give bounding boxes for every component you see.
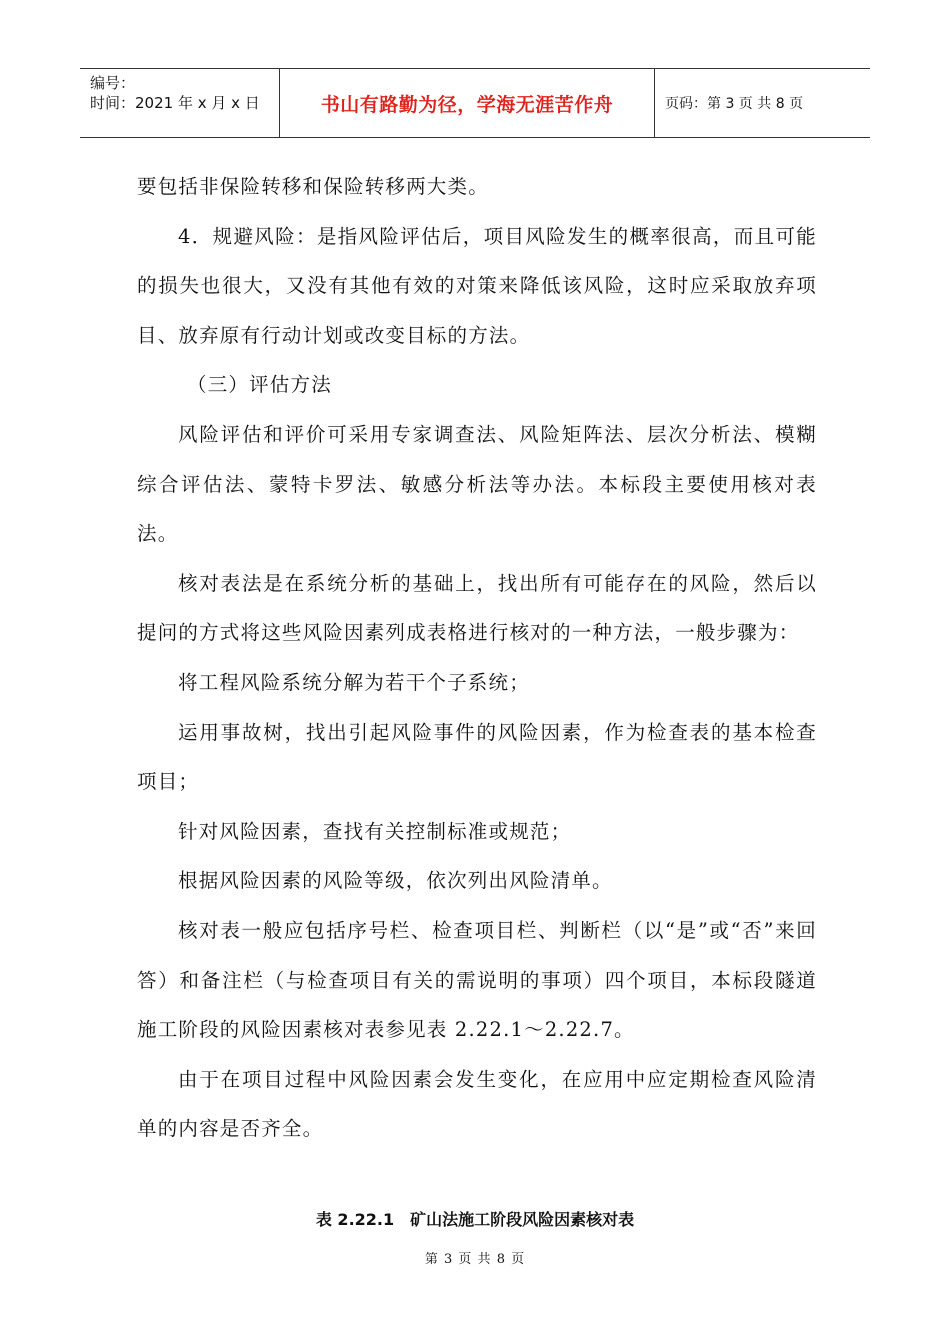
paragraph: 根据风险因素的风险等级，依次列出风险清单。 [178,869,613,893]
paragraph: 4．规避风险：是指风险评估后，项目风险发生的概率很高，而且可能的损失也很大，又没有其他有效的对策来降低该风险，这时应采取放弃项目、放弃原有行动计划或改变目标的方法。 [137,224,817,347]
header-meta [80,69,280,137]
table-caption: 表 2.22.1 矿山法施工阶段风险因素核对表 [315,1210,635,1229]
paragraph: 将工程风险系统分解为若干个子系统； [178,670,530,694]
paragraph: 由于在项目过程中风险因素会发生变化，在应用中应定期检查风险清单的内容是否齐全。 [137,1067,817,1141]
header-page-info: 页码：第 3 页 共 8 页 [665,96,804,112]
paragraph: 针对风险因素，查找有关控制标准或规范； [178,819,572,843]
section-heading: （三）评估方法 [187,373,332,397]
paragraph: 要包括非保险转移和保险转移两大类。 [137,175,489,198]
paragraph: 风险评估和评价可采用专家调查法、风险矩阵法、层次分析法、模糊综合评估法、蒙特卡罗法、敏感分析法等办法。本标段主要使用核对表法。 [137,422,817,546]
document-date: 时间：2021 年 x 月 x 日 [90,94,260,112]
paragraph: 运用事故树，找出引起风险事件的风险因素，作为检查表的基本检查项目； [137,720,817,794]
document-body [137,162,817,1154]
header-motto: 书山有路勤为径，学海无涯苦作舟 [280,69,655,137]
page-header [80,68,870,138]
page-footer: 第 3 页 共 8 页 [424,1252,526,1267]
document-number-label: 编号： [90,74,136,92]
paragraph: 核对表一般应包括序号栏、检查项目栏、判断栏（以“是”或“否”来回答）和备注栏（与检查项目有关的需说明的事项）四个项目，本标段隧道施工阶段的风险因素核对表参见表 2.22.1～2.22.7。 [137,918,817,1042]
paragraph: 核对表法是在系统分析的基础上，找出所有可能存在的风险，然后以提问的方式将这些风险因素列成表格进行核对的一种方法，一般步骤为： [137,571,817,645]
